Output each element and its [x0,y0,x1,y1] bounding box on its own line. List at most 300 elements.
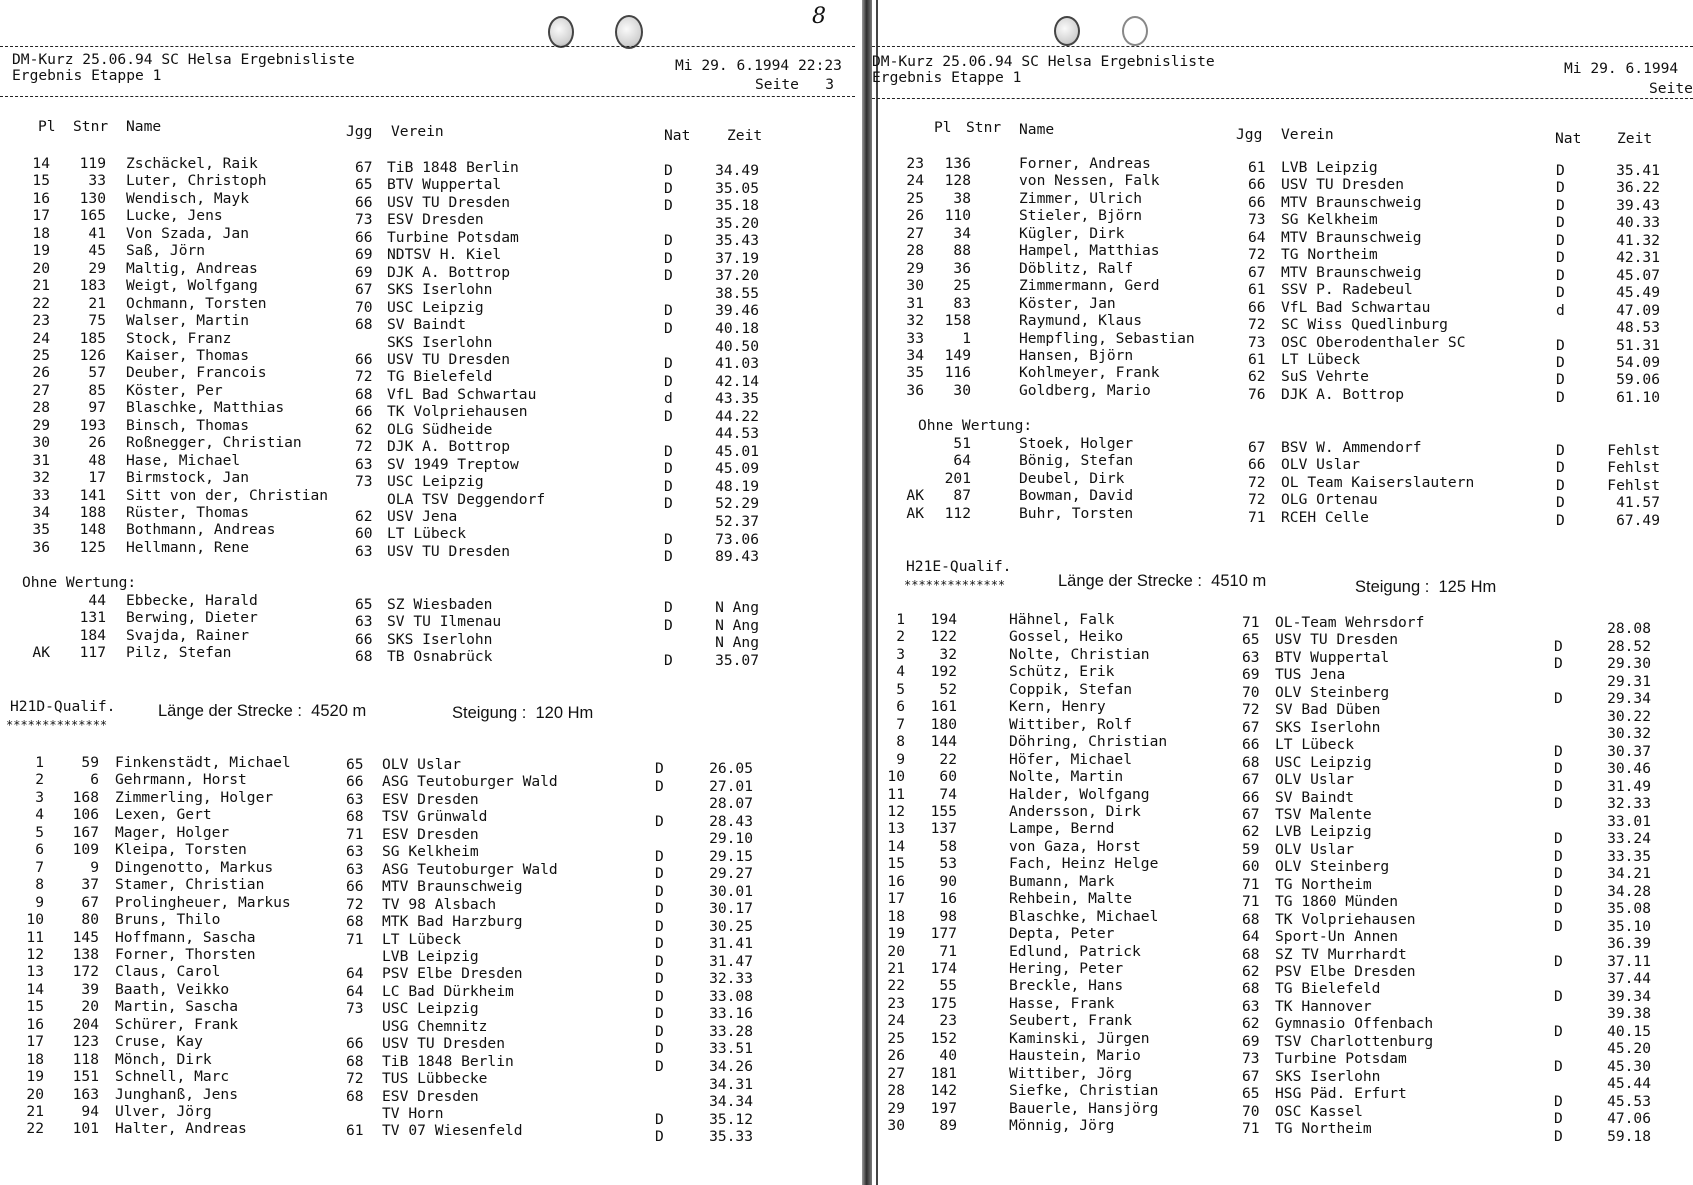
cell-year: 65 [1242,1085,1260,1103]
col-pl: Pl [38,118,56,135]
cell-year: 67 [1242,805,1260,823]
cell-place: 28 [32,399,50,417]
cell-year: 67 [1248,439,1266,456]
cell-nation: D [664,162,673,179]
cell-place: 6 [896,698,905,716]
cell-place: 5 [896,680,905,698]
header-rule [0,96,855,97]
cell-name: Maltig, Andreas [126,259,258,277]
cell-nation: D [1554,1022,1563,1040]
cell-time: 30.32 [1607,725,1651,742]
cell-name: Martin, Sascha [115,998,239,1016]
cell-time: 33.28 [709,1022,753,1040]
cell-nation: D [1554,1110,1563,1127]
cell-nation: D [664,651,673,669]
cell-name: Mönnig, Jörg [1009,1117,1115,1135]
cell-club: USC Leipzig [387,473,484,491]
cell-year: 69 [355,246,373,264]
cell-start-number: 183 [79,277,106,295]
cell-year: 71 [1242,875,1260,893]
cell-club: SuS Vehrte [1281,368,1369,386]
cell-nation: D [1554,1057,1563,1075]
cell-nation: D [1554,1092,1563,1110]
cell-time: 45.44 [1607,1075,1651,1092]
cell-time: 41.57 [1616,494,1660,512]
cell-start-number: 48 [88,451,106,469]
cell-place: 32 [906,312,924,330]
cell-place: 20 [32,259,50,277]
cell-nation: D [655,777,664,795]
cell-time: 48.19 [715,477,759,495]
cell-nation: D [664,249,673,267]
cell-time: 47.09 [1616,301,1660,319]
cell-time: 34.49 [715,162,759,179]
cell-nation: D [655,987,664,1005]
cell-place: 22 [887,977,905,995]
cell-year: 73 [355,473,373,491]
cell-place: 19 [887,925,905,943]
cell-club: ESV Dresden [382,1087,479,1105]
cell-name: Nolte, Christian [1009,645,1150,663]
cell-club: MTV Braunschweig [1281,228,1422,246]
cell-start-number: 37 [81,876,99,894]
cell-year: 67 [1248,263,1266,281]
cell-place: 1 [35,754,44,771]
cell-nation: D [1554,865,1563,882]
cell-start-number: 53 [939,855,957,873]
cell-name: Nolte, Martin [1009,768,1124,786]
cell-club: BTV Wuppertal [1275,648,1390,666]
cell-year: 63 [346,790,364,808]
cell-start-number: 158 [944,312,971,330]
cell-time: 40.18 [715,319,759,337]
cell-year: 61 [1248,281,1266,299]
cell-name: Kleipa, Torsten [115,841,247,859]
cell-start-number: 52 [939,680,957,698]
page-number: Seite [1649,80,1693,97]
cell-nation: D [655,1040,664,1058]
cell-place: 25 [906,189,924,207]
cell-nation: D [1556,494,1565,512]
cell-name: Halter, Andreas [115,1120,247,1138]
cell-start-number: 67 [81,893,99,911]
cell-nation: D [664,599,673,616]
cell-start-number: 109 [72,841,99,859]
cell-year: 62 [355,420,373,438]
class-name: H21E-Qualif. [906,558,1012,575]
cell-time: 45.01 [715,442,759,460]
cell-nation: D [1556,162,1565,179]
cell-name: Stock, Franz [126,329,232,347]
cell-place: 19 [26,1068,44,1086]
col-zeit: Zeit [1617,130,1653,147]
cell-name: Zimmermann, Gerd [1019,277,1160,295]
cell-time: 45.30 [1607,1057,1651,1075]
cell-start-number: 45 [88,242,106,260]
cell-year: 71 [346,930,364,948]
cell-nation: D [1556,266,1565,284]
cell-time: N Ang [715,616,759,634]
cell-place: 35 [32,521,50,539]
cell-name: von Gaza, Horst [1009,837,1141,855]
cell-year: 72 [346,1070,364,1088]
cell-start-number: 130 [79,189,106,207]
cell-nation: D [655,1058,664,1075]
cell-start-number: 94 [81,1103,99,1120]
cell-year: 72 [355,368,373,386]
cell-name: Baath, Veikko [115,980,230,998]
cell-place: 35 [906,364,924,382]
cell-start-number: 75 [88,312,106,330]
cell-start-number: 71 [939,942,957,960]
cell-nation: D [655,917,664,935]
cell-club: VfL Bad Schwartau [387,385,537,403]
cell-place: 26 [32,364,50,382]
cell-place: 16 [887,872,905,890]
cell-time: 52.29 [715,495,759,513]
cell-club: TV 98 Alsbach [382,895,497,913]
cell-start-number: 21 [88,294,106,312]
cell-start-number: 181 [930,1064,957,1082]
cell-year: 62 [1242,1015,1260,1033]
cell-start-number: 58 [939,837,957,855]
cell-club: OLV Uslar [1281,456,1361,474]
cell-club: TG Bielefeld [387,368,493,386]
cell-club: USC Leipzig [382,1000,479,1018]
cell-time: 52.37 [715,513,759,530]
cell-club: USV Jena [387,508,458,525]
cell-time: 28.08 [1607,620,1651,637]
cell-club: SKS Iserlohn [1275,1067,1381,1085]
cell-club: DJK A. Bottrop [1281,385,1405,403]
cell-start-number: 39 [81,980,99,998]
cell-place: 23 [906,155,924,172]
cell-time: 45.49 [1616,284,1660,302]
cell-nation: D [1554,900,1563,917]
cell-year: 73 [1248,211,1266,229]
cell-start-number: 119 [79,155,106,172]
cell-name: Stamer, Christian [115,876,265,894]
cell-time: 37.44 [1607,970,1651,987]
cell-start-number: 112 [944,504,971,522]
cell-place: AK [906,487,924,505]
punch-hole [548,16,574,48]
cell-year: 66 [1248,456,1266,474]
cell-place: 18 [26,1050,44,1068]
cell-time: 32.33 [709,970,753,988]
cell-start-number: 117 [79,644,106,662]
cell-nation: D [1556,459,1565,477]
cell-name: Halder, Wolfgang [1009,785,1150,803]
cell-club: SKS Iserlohn [387,630,493,648]
cell-club: TSV Charlottenburg [1275,1032,1434,1050]
cell-nation: D [1554,1127,1563,1145]
cell-year: 73 [355,211,373,229]
cell-year: 66 [1242,788,1260,806]
cell-start-number: 36 [953,259,971,277]
cell-year: 72 [1248,246,1266,264]
cell-club: USC Leipzig [1275,753,1372,771]
cell-club: TG Northeim [1281,246,1378,264]
cell-time: 30.01 [709,882,753,900]
punch-hole [1054,16,1080,46]
cell-start-number: 64 [953,452,971,470]
cell-club: OLA TSV Deggendorf [387,490,546,508]
cell-club: MTV Braunschweig [382,878,523,896]
cell-year: 67 [1242,718,1260,736]
cell-name: Edlund, Patrick [1009,942,1141,960]
cell-nation: d [1556,301,1565,319]
cell-name: Raymund, Klaus [1019,312,1143,330]
cell-name: Bumann, Mark [1009,872,1115,890]
cell-club: TG Northeim [1275,875,1372,893]
course-length: Länge der Strecke : 4520 m [158,702,367,720]
cell-name: Kügler, Dirk [1019,224,1125,242]
cell-time: 29.31 [1607,672,1651,690]
cell-name: Zimmerling, Holger [115,788,274,806]
cell-place: 25 [32,346,50,364]
cell-name: Blaschke, Michael [1009,907,1159,925]
cell-club: OLV Steinberg [1275,858,1390,876]
cell-year: 66 [1248,176,1266,194]
cell-place: 13 [887,820,905,838]
cell-time: Fehlst [1607,442,1660,459]
col-pl: Pl [934,119,952,136]
punch-hole [1122,16,1148,46]
cell-club: USV TU Dresden [382,1035,506,1053]
cell-start-number: 116 [944,364,971,382]
cell-time: 33.01 [1607,812,1651,830]
cell-name: Bauerle, Hansjörg [1009,1099,1159,1117]
cell-club: OLG Südheide [387,420,493,438]
cell-start-number: 38 [953,189,971,207]
ohne-wertung-label: Ohne Wertung: [22,574,137,591]
cell-club: SC Wiss Quedlinburg [1281,316,1448,334]
cell-club: ESV Dresden [382,790,479,808]
cell-place: 12 [887,802,905,820]
cell-club: USV TU Dresden [387,542,511,560]
cell-start-number: 142 [930,1082,957,1100]
cell-name: Ochmann, Torsten [126,294,267,312]
cell-start-number: 98 [939,907,957,925]
cell-place: 9 [35,893,44,911]
cell-club: TK Volpriehausen [387,403,528,421]
cell-time: 42.31 [1616,249,1660,267]
page-mark: 8 [812,4,826,29]
cell-nation: D [664,372,673,390]
cell-year: 72 [1248,473,1266,491]
cell-place: 7 [896,715,905,733]
col-jgg: Jgg [346,123,373,140]
cell-time: 35.43 [715,232,759,250]
cell-year: 64 [1242,928,1260,946]
cell-place: 19 [32,242,50,260]
cell-place: 21 [26,1103,44,1120]
cell-place: 27 [906,224,924,242]
cell-year: 66 [346,878,364,896]
cell-year: 70 [1242,1102,1260,1120]
cell-time: 34.34 [709,1093,753,1111]
cell-place: 22 [26,1120,44,1138]
cell-name: Haustein, Mario [1009,1047,1141,1065]
cell-nation: D [655,1005,664,1023]
cell-nation: D [655,1110,664,1128]
cell-club: LT Lübeck [1275,736,1355,754]
cell-club: OLG Ortenau [1281,491,1378,509]
cell-time: 59.06 [1616,371,1660,389]
cell-time: 29.34 [1607,690,1651,707]
cell-club: OLV Uslar [382,756,462,773]
cell-time: 30.25 [709,917,753,935]
cell-start-number: 88 [953,242,971,260]
cell-nation: D [655,847,664,865]
cell-start-number: 97 [88,399,106,417]
cell-name: Döhring, Christian [1009,733,1168,751]
cell-name: Weigt, Wolfgang [126,277,258,295]
cell-name: Zschäckel, Raik [126,155,258,172]
cell-year: 65 [346,756,364,773]
cell-name: Wittiber, Rolf [1009,715,1133,733]
cell-year: 66 [1248,298,1266,316]
cell-place: 21 [32,277,50,295]
cell-name: Zimmer, Ulrich [1019,189,1143,207]
cell-name: Kohlmeyer, Frank [1019,364,1160,382]
cell-nation: D [1556,179,1565,197]
cell-time: 54.09 [1616,353,1660,371]
cell-club: TG 1860 Münden [1275,893,1399,911]
cell-club: SZ TV Murrhardt [1275,945,1407,963]
cell-club: SV TU Ilmenau [387,613,502,631]
cell-club: TiB 1848 Berlin [382,1052,514,1070]
cell-name: Berwing, Dieter [126,609,258,627]
cell-club: SV Bad Düben [1275,701,1381,719]
cell-nation: D [1556,388,1565,406]
cell-nation: D [655,865,664,883]
cell-time: 26.05 [709,760,753,777]
cell-place: 13 [26,963,44,981]
cell-nation: D [655,882,664,900]
cell-time: 28.07 [709,795,753,813]
cell-club: TSV Grünwald [382,808,488,826]
cell-name: Schnell, Marc [115,1068,230,1086]
cell-time: 33.16 [709,1005,753,1023]
cell-year: 68 [355,316,373,334]
cell-name: Roßnegger, Christian [126,434,302,452]
cell-year: 67 [1242,1067,1260,1085]
cell-nation: D [664,477,673,495]
ohne-wertung-label: Ohne Wertung: [918,417,1033,434]
cell-nation: D [664,319,673,337]
cell-name: Claus, Carol [115,963,221,981]
cell-time: 37.11 [1607,952,1651,970]
cell-club: ESV Dresden [387,211,484,229]
cell-time: 27.01 [709,777,753,795]
cell-name: Deubel, Dirk [1019,469,1125,487]
cell-year: 71 [1242,1120,1260,1138]
cell-start-number: 125 [79,538,106,556]
cell-nation: D [1554,777,1563,795]
cell-name: Saß, Jörn [126,242,206,260]
cell-nation: D [1554,795,1563,812]
cell-place: 7 [35,858,44,876]
cell-start-number: 51 [953,435,971,452]
cell-place: 15 [26,998,44,1016]
cell-place: 20 [887,942,905,960]
cell-name: Hellmann, Rene [126,538,250,556]
cell-club: HSG Päd. Erfurt [1275,1085,1407,1103]
cell-place: 34 [32,504,50,521]
cell-name: Hering, Peter [1009,960,1124,977]
cell-place: 32 [32,469,50,487]
cell-club: LT Lübeck [387,525,467,543]
cell-time: 37.20 [715,267,759,285]
cell-club: RCEH Celle [1281,508,1369,526]
cell-name: Deuber, Francois [126,364,267,382]
cell-club: SV 1949 Treptow [387,455,519,473]
cell-name: Hasse, Frank [1009,994,1115,1012]
cell-time: N Ang [715,634,759,652]
cell-start-number: 128 [944,172,971,190]
cell-name: Gehrmann, Horst [115,771,247,789]
cell-year: 63 [355,455,373,473]
cell-start-number: 23 [939,1012,957,1030]
cell-time: 34.31 [709,1075,753,1093]
cell-start-number: 90 [939,872,957,890]
cell-year: 63 [346,843,364,861]
cell-name: Binsch, Thomas [126,416,250,434]
cell-time: 31.47 [709,952,753,970]
punch-hole [615,15,643,49]
cell-place: 14 [887,837,905,855]
cell-time: 35.33 [709,1128,753,1146]
cell-year: 68 [346,808,364,826]
cell-name: Rüster, Thomas [126,504,250,521]
cell-club: NDTSV H. Kiel [387,246,502,264]
cell-club: OL-Team Wehrsdorf [1275,614,1425,631]
cell-place: 12 [26,945,44,963]
cell-start-number: 101 [72,1120,99,1138]
cell-place: 11 [887,785,905,803]
cell-name: Junghanß, Jens [115,1085,239,1103]
cell-time: 40.33 [1616,214,1660,232]
cell-club: DJK A. Bottrop [387,263,511,281]
cell-start-number: 197 [930,1099,957,1117]
cell-year: 71 [1242,614,1260,631]
cell-time: 35.18 [715,197,759,215]
cell-place: 15 [32,172,50,190]
col-name: Name [126,118,162,135]
cell-place: 18 [32,224,50,242]
cell-place: 18 [887,907,905,925]
cell-time: 33.24 [1607,830,1651,847]
cell-name: Wendisch, Mayk [126,189,250,207]
cell-nation: D [1554,637,1563,655]
cell-club: SKS Iserlohn [1275,718,1381,736]
cell-place: 4 [35,806,44,824]
cell-nation: D [1556,231,1565,249]
cell-year: 62 [355,508,373,525]
cell-start-number: 167 [72,823,99,841]
cell-time: 41.32 [1616,231,1660,249]
cell-time: 36.22 [1616,179,1660,197]
cell-name: Gossel, Heiko [1009,628,1124,646]
cell-year: 62 [1242,963,1260,980]
cell-name: Goldberg, Mario [1019,381,1151,399]
cell-name: Fach, Heinz Helge [1009,855,1159,873]
cell-start-number: 180 [930,715,957,733]
cell-name: Coppik, Stefan [1009,680,1133,698]
cell-time: 35.05 [715,179,759,197]
